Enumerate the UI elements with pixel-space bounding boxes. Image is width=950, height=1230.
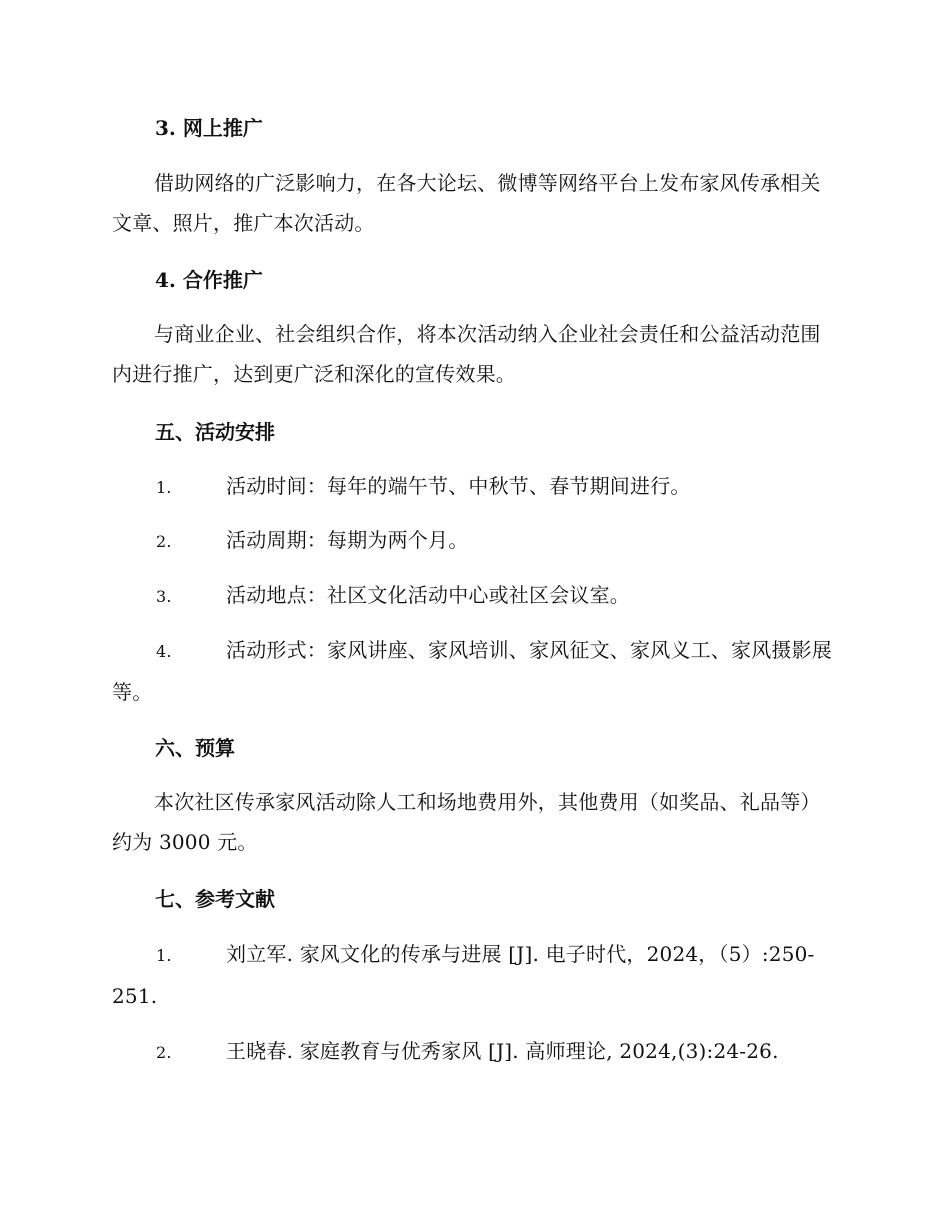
list-number: 2. [156, 1043, 172, 1062]
section-heading-cooperation-promotion: 4. 合作推广 [155, 268, 263, 292]
list-text: 活动周期：每期为两个月。 [226, 528, 469, 552]
list-item-schedule-2 [112, 520, 832, 562]
list-item-schedule-3 [112, 575, 832, 617]
list-text: 活动形式：家风讲座、家风培训、家风征文、家风义工、家风摄影展等。 [112, 638, 832, 704]
list-text: 刘立军. 家风文化的传承与进展 [J]. 电子时代，2024，（5）:250-251. [112, 942, 815, 1008]
list-text: 活动时间：每年的端午节、中秋节、春节期间进行。 [226, 474, 691, 498]
paragraph-online-promotion: 借助网络的广泛影响力，在各大论坛、微博等网络平台上发布家风传承相关文章、照片，推广本次活动。 [112, 171, 821, 235]
list-text: 活动地点：社区文化活动中心或社区会议室。 [226, 583, 630, 607]
section-heading-budget: 六、预算 [155, 736, 235, 760]
reference-item-2 [112, 1031, 832, 1073]
paragraph-budget: 本次社区传承家风活动除人工和场地费用外，其他费用（如奖品、礼品等）约为 3000 元。 [112, 790, 821, 854]
list-number: 1. [156, 946, 172, 965]
list-item-schedule-1 [112, 466, 832, 508]
section-heading-schedule: 五、活动安排 [155, 420, 275, 444]
paragraph-cooperation-promotion: 与商业企业、社会组织合作，将本次活动纳入企业社会责任和公益活动范围内进行推广，达到更广泛和深化的宣传效果。 [112, 322, 821, 386]
section-heading-online-promotion: 3. 网上推广 [155, 116, 263, 140]
list-number: 2. [156, 532, 172, 551]
list-text: 王晓春. 家庭教育与优秀家风 [J]. 高师理论, 2024,(3):24-26. [226, 1039, 779, 1063]
list-number: 4. [156, 642, 172, 661]
list-number: 3. [156, 587, 172, 606]
section-heading-references: 七、参考文献 [155, 887, 275, 911]
list-number: 1. [156, 478, 172, 497]
list-item-schedule-4 [112, 630, 832, 712]
reference-item-1 [112, 934, 832, 1016]
